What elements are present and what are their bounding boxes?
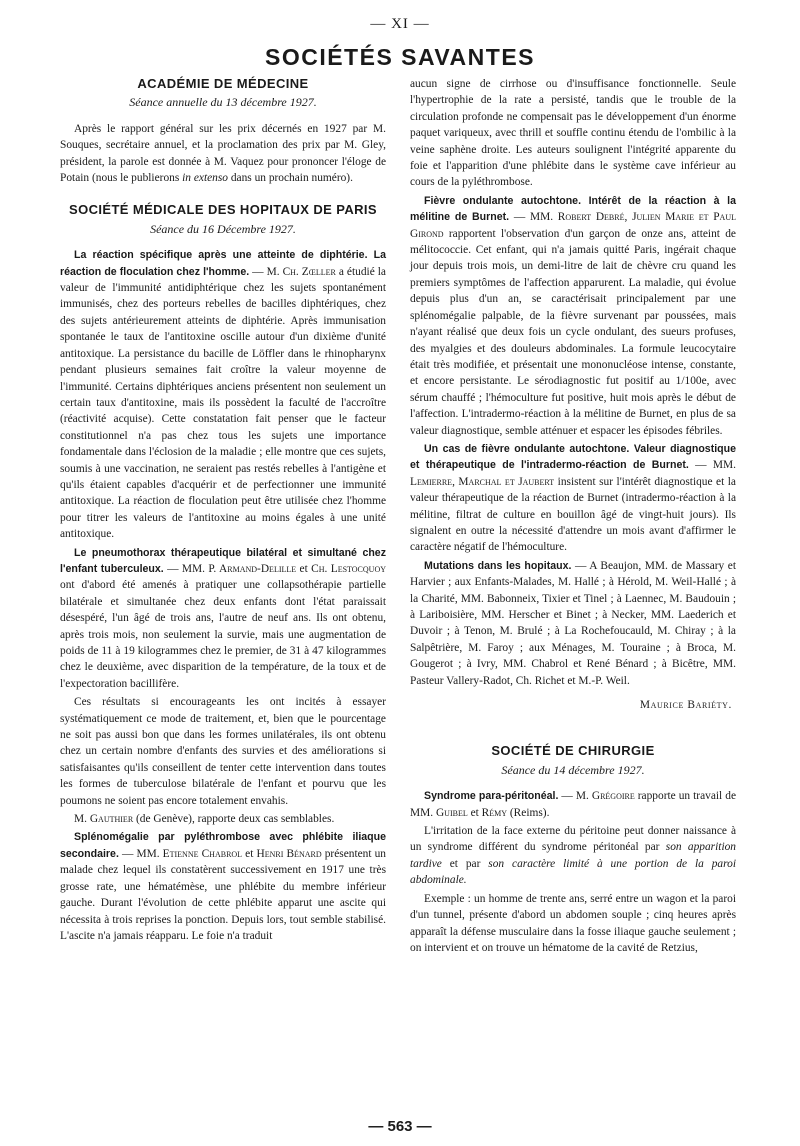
academie-title: ACADÉMIE DE MÉDECINE <box>137 76 309 91</box>
academie-paragraph: Après le rapport général sur les prix décernés en 1927 par M. Souques, secrétaire annuel, et la proclamation des prix par M. Gley, président, la parole est donnée à M. Vaquez pour prononcer l'éloge de Potain (nous le publierons in extenso dans un prochain numéro). <box>60 122 386 185</box>
article-splenomegalie: Splénomégalie par pyléthrombose avec phlébite iliaque secondaire. — MM. Etienne Chabrol et Henri Bénard présentent un malade chez lequel ils constatèrent successivement en 1917 une très grosse rate, une hématémèse, une phlébite du membre inférieur gauche. Durant l'évolution de cette phlébite apparut une ascite qui nécessita à trois reprises la ponction. Depuis lors, tout semble stabilisé. L'ascite n'a jamais réapparu. Le foie n'a traduit <box>60 831 386 942</box>
chirurgie-seance: Séance du 14 décembre 1927. <box>501 762 645 777</box>
article-irritation: L'irritation de la face externe du péritoine peut donner naissance à un syndrome différent du syndrome péritonéal par son apparition tardive et par son caractère limité à une portion de la paroi abdominale. <box>410 825 736 887</box>
left-column <box>60 76 386 946</box>
article-splenomegalie-continued: aucun signe de cirrhose ou d'insuffisance fonctionnelle. Seule l'hypertrophie de la rate a persisté, tandis que le trouble de la circulation profonde ne compensait pas le développement d'un énorme paquet variqueux, avec thrill et souffle continu étendu de l'ombilic à la veine saphène droite. Les auteurs soulignent l'intégrité apparente du foie et l'apparition d'une phlébite dans le système cave inférieur au cours de la pyléthrombose. <box>410 78 736 189</box>
supplement-page-marker: — XI — <box>370 16 430 32</box>
article-exemple: Exemple : un homme de trente ans, serré entre un wagon et la paroi d'un tunnel, présente d'abord un abdomen souple ; cinq heures après apparaît la défense musculaire dans la fosse iliaque gauche seulement ; on intervient et on trouve un hématome de la cavité de Retzius, <box>410 892 736 954</box>
article-pneumothorax-results: Ces résultats si encourageants les ont incités à essayer systématiquement ce mode de traitement, et, bien que le pourcentage ne soit pas aussi bon que dans les formes unilatérales, ils ont obtenu chez un certain nombre d'enfants des survies et des améliorations si satisfaisantes qu'ils conseillent de tenter cette intervention dans toutes les formes de tuberculose bilatérale de l'enfant et pourvu que les poumons ne soient pas encore totalement envahis. <box>60 696 386 807</box>
article-diphtherie: La réaction spécifique après une atteinte de diphtérie. La réaction de floculation chez l'homme. — M. Ch. Zœller a étudié la valeur de l'immunité antidiphtérique chez les sujets spontanément immunisés, chez des porteurs rebelles de bacilles diphtériques, chez des sujets antérieurement atteints de diphtérie. Après immunisation spontanée le taux de l'antitoxine oscille autour d'un dixième d'unité antitoxique. La persistance du bacille de Löffler dans le rhinopharynx pendant plusieurs semaines fait croître la valeur moyenne de l'immunité. Certains diphtériques anciens présentent non seulement un certain taux d'antitoxine, mais ils possèdent la faculté de l'accroître (réactivité acquise). Cette constatation fait penser que le facteur constitutionnel n'a pas chez tous les sujets une importance fondamentale dans l'éclosion de la maladie ; elle montre que ces sujets, soumis à une vaccination, ne seraient pas restés rebelles à l'antigène et qu'ils étaient capables d'acquérir et de perfectionner une immunité antitoxique. La réaction de floculation peut être utilisée chez l'homme pour titrer les valeurs de l'antitoxine au moins égales à une unité antitoxique. <box>60 249 386 541</box>
smh-title: SOCIÉTÉ MÉDICALE DES HOPITAUX DE PARIS <box>69 202 377 218</box>
author-signature: Maurice Bariéty. <box>639 699 732 712</box>
article-gauthier: M. Gauthier (de Genève), rapporte deux cas semblables. <box>74 813 335 826</box>
smh-seance: Séance du 16 Décembre 1927. <box>150 221 296 236</box>
right-column <box>410 76 736 958</box>
section-banner: SOCIÉTÉS SAVANTES <box>264 44 536 70</box>
chirurgie-title: SOCIÉTÉ DE CHIRURGIE <box>491 743 655 759</box>
article-burnet: Un cas de fièvre ondulante autochtone. Valeur diagnostique et thérapeutique de l'intradermo-réaction de Burnet. — MM. Lemierre, Marchal et Jaubert insistent sur l'intérêt diagnostique et la valeur thérapeutique de la réaction de Burnet (intradermo-réaction à la mélitine, filtrat de culture en bouillon âgé de vingt-huit jours). Ils signalent en outre la nécessité d'attendre un mois avant d'affirmer le caractère négatif de l'hémoculture. <box>410 442 736 554</box>
article-syndrome-para-peritoneal: Syndrome para-péritonéal. — M. Grégoire rapporte un travail de MM. Guibel et Rémy (Reims). <box>410 790 736 819</box>
page-number: — 563 — <box>368 1118 432 1135</box>
article-pneumothorax: Le pneumothorax thérapeutique bilatéral et simultané chez l'enfant tuberculeux. — MM. P. Armand-Delille et Ch. Lestocquoy ont d'abord été amenés à pratiquer une collapsothérapie partielle bilatérale et simultanée chez deux enfants dont l'état paraissait désespéré, l'un âgé de trois ans, l'autre de neuf ans. Ils ont obtenu, après trois mois, non seulement la survie, mais une augmentation de poids de 11 à 19 kilogrammes chez le premier, de 31 à 47 kilogrammes chez le deuxième, avec disparition de la température, de la toux et de l'expectoration bacillifère. <box>60 546 386 690</box>
article-mutations: Mutations dans les hopitaux. — A Beaujon, MM. de Massary et Harvier ; aux Enfants-Malades, M. Hallé ; à Hérold, M. Weil-Hallé ; à la Charité, MM. Babonneix, Tixier et Tinel ; à Laennec, M. Baudouin ; à Lariboisière, MM. Herscher et Binet ; à Necker, MM. Laederich et Duvoir ; à Tenon, M. Brulé ; à La Rochefoucauld, M. Chiray ; à la Salpêtrière, M. Faroy ; aux Ménages, M. Touraine ; à Broca, M. Gougerot ; à Ivry, MM. Chabrol et René Bénard ; à Bicêtre, MM. Pasteur Vallery-Radot, Ch. Richet et M.-P. Weil. <box>410 559 736 687</box>
academie-seance: Séance annuelle du 13 décembre 1927. <box>129 95 317 110</box>
article-fievre-ondulante: Fièvre ondulante autochtone. Intérêt de la réaction à la mélitine de Burnet. — MM. Robert Debré, Julien Marie et Paul Girond rapportent l'observation d'un garçon de onze ans, atteint de mélitococcie. Cet enfant, qui n'a jamais quitté Paris, ingérait chaque jour depuis trois mois, un demi-litre de lait de chèvre cru quand les premiers symptômes de l'affection apparurent. La maladie, qui évolue depuis plus d'un an, se caractérisait principalement par une splénomégalie palpable, de la fièvre survenant par poussées, mais n'ayant réalisé que deux fois un cycle ondulant, des sueurs profuses, des myalgies et des douleurs abdominales. La formule leucocytaire était très modifiée, et présentait une mononucléose intense, constante, et encore persistante. Le sérodiagnostic fut positif au 1/100e, avec sérum chauffé ; l'hémoculture fut positive, huit mois après le début de l'affection. L'intradermo-réaction à la mélitine de Burnet, en plus de sa valeur diagnostique, semble atténuer et espacer les épisodes fébriles. <box>410 194 736 437</box>
